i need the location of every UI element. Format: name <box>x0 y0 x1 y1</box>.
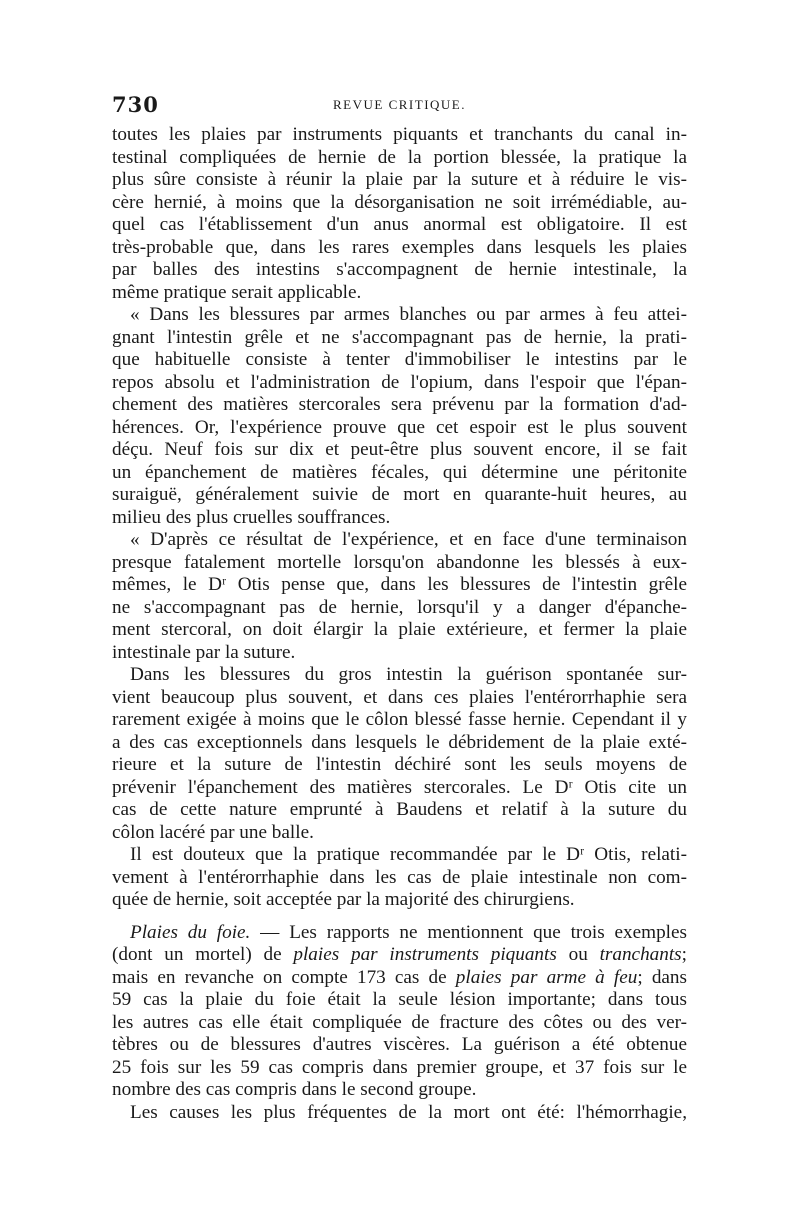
text-fragment: (dont un mortel) de <box>112 944 294 965</box>
text-line: « Dans les blessures par armes blanches ou par armes à feu attei- <box>130 304 687 325</box>
text-fragment: ou <box>556 944 600 965</box>
text-line: « D'après ce résultat de l'expérience, et en face d'une terminaison <box>130 529 687 550</box>
text-line: chement des matières stercorales sera prévenu par la formation d'ad- <box>112 394 687 415</box>
text-line: ne s'accompagnant pas de hernie, lorsqu'il y a danger d'épanche- <box>112 596 687 618</box>
text-line: rarement exigée à moins que le côlon blessé fasse hernie. Cependant il y <box>112 709 687 730</box>
section-gap <box>112 912 687 922</box>
italic-fragment: plaies par arme à feu <box>455 966 638 988</box>
text-line: rieure et la suture de l'intestin déchiré sont les seuls moyens de <box>112 754 687 775</box>
text-line: nombre des cas compris dans le second groupe. <box>112 1079 477 1100</box>
text-line: mêmes, le Dʳ Otis pense que, dans les blessures de l'intestin grêle <box>112 574 687 595</box>
text-line: Dans les blessures du gros intestin la guérison spontanée sur- <box>130 664 687 685</box>
text-line: testinal compliquées de hernie de la portion blessée, la pratique la <box>112 146 687 168</box>
page-number: 730 <box>112 92 159 117</box>
text-line: un épanchement de matières fécales, qui détermine une péritonite <box>112 461 687 483</box>
text-line: Il est douteux que la pratique recommandée par le Dʳ Otis, relati- <box>130 844 687 865</box>
text-line: toutes les plaies par instruments piquants et tranchants du canal in- <box>112 124 687 145</box>
book-page <box>112 92 687 1124</box>
text-line: a des cas exceptionnels dans lesquels le débridement de la plaie exté- <box>112 731 687 753</box>
text-line: ment stercoral, on doit élargir la plaie extérieure, et fermer la plaie <box>112 619 687 640</box>
text-line: milieu des plus cruelles souffrances. <box>112 506 391 528</box>
running-head <box>112 92 687 122</box>
text-line: gnant l'intestin grêle et ne s'accompagnant pas de hernie, la prati- <box>112 326 687 348</box>
text-line: que habituelle consiste à tenter d'immobiliser le intestins par le <box>112 349 687 370</box>
italic-fragment: plaies par instruments piquants <box>293 944 557 965</box>
text-line: Les causes les plus fréquentes de la mort ont été: l'hémorrhagie, <box>130 1101 687 1123</box>
text-line: déçu. Neuf fois sur dix et peut-être plus souvent encore, il se fait <box>112 439 687 460</box>
text-line: quel cas l'établissement d'un anus anormal est obligatoire. Il est <box>112 214 687 235</box>
text-line: repos absolu et l'administration de l'opium, dans l'espoir que l'épan- <box>112 371 687 393</box>
body-text <box>112 124 687 1124</box>
text-line: les autres cas elle était compliquée de fracture des côtes ou des ver- <box>112 1011 687 1033</box>
italic-fragment: tranchants <box>599 944 682 965</box>
text-line: par balles des intestins s'accompagnent de hernie intestinale, la <box>112 259 687 280</box>
text-line: même pratique serait applicable. <box>112 281 362 303</box>
text-line: presque fatalement mortelle lorsqu'on abandonne les blessés à eux- <box>112 551 687 573</box>
text-fragment: ; <box>681 944 687 965</box>
text-line: côlon lacéré par une balle. <box>112 821 314 843</box>
text-line <box>112 967 687 990</box>
text-fragment: ; dans <box>637 966 687 988</box>
text-line: vement à l'entérorrhaphie dans les cas de plaie intestinale non com- <box>112 866 687 888</box>
text-line: suraiguë, généralement suivie de mort en quarante-huit heures, au <box>112 484 687 505</box>
running-title: REVUE CRITIQUE. <box>333 97 466 112</box>
section-lead-rest: — Les rapports ne mentionnent que trois exemples <box>250 921 687 943</box>
text-line <box>112 944 687 967</box>
text-line: 25 fois sur les 59 cas compris dans premier groupe, et 37 fois sur le <box>112 1056 687 1078</box>
section-lead-line <box>112 922 687 945</box>
text-line: intestinale par la suture. <box>112 641 296 663</box>
text-line: plus sûre consiste à réunir la plaie par la suture et à réduire le vis- <box>112 169 687 190</box>
text-line: quée de hernie, soit acceptée par la majorité des chirurgiens. <box>112 889 575 910</box>
section-heading: Plaies du foie. <box>130 921 251 943</box>
text-line: prévenir l'épanchement des matières stercorales. Le Dʳ Otis cite un <box>112 776 687 798</box>
text-fragment: mais en revanche on compte 173 cas de <box>112 966 456 988</box>
text-line: 59 cas la plaie du foie était la seule lésion importante; dans tous <box>112 989 687 1010</box>
text-line: cas de cette nature emprunté à Baudens et relatif à la suture du <box>112 799 687 820</box>
text-line: hérences. Or, l'expérience prouve que cet espoir est le plus souvent <box>112 416 687 438</box>
text-line: tèbres ou de blessures d'autres viscères. La guérison a été obtenue <box>112 1034 687 1055</box>
text-line: très-probable que, dans les rares exemples dans lesquels les plaies <box>112 236 687 258</box>
text-line: cère hernié, à moins que la désorganisation ne soit irrémédiable, au- <box>112 191 687 213</box>
text-line: vient beaucoup plus souvent, et dans ces plaies l'entérorrhaphie sera <box>112 686 687 708</box>
